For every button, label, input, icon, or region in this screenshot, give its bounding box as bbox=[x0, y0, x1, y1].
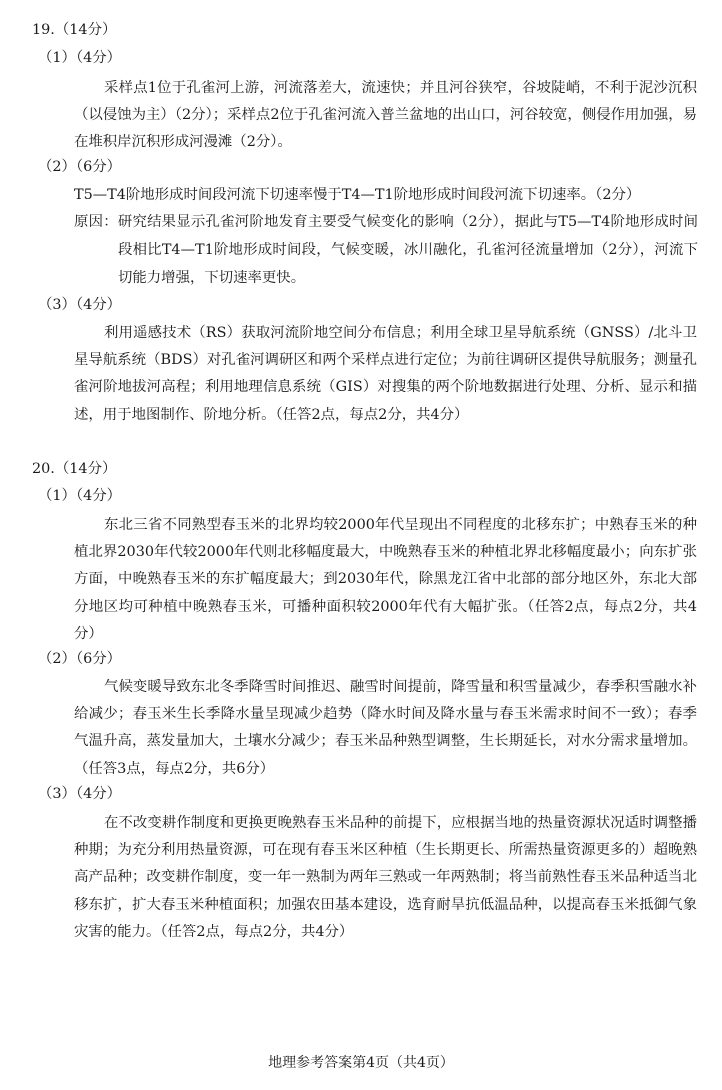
q19-part2-reason bbox=[74, 208, 698, 292]
q20-part3-text: 在不改变耕作制度和更换更晚熟春玉米品种的前提下，应根据当地的热量资源状况适时调整播种期；为充分利用热量资源，可在现有春玉米区种植（生长期更长、所需热量资源更多的）超晚熟高产品种；改变耕作制度，变一年一熟制为两年三熟或一年两熟制；将当前熟性春玉米品种适当北移东扩，扩大春玉米种植面积；加强农田基本建设，选育耐旱抗低温品种，以提高春玉米抵御气象灾害的能力。（任答2点，每点2分，共4分） bbox=[74, 815, 697, 940]
page-footer: 地理参考答案第4页（共4页） bbox=[268, 1055, 454, 1071]
q20-part3-heading: （3）（4分） bbox=[38, 786, 122, 802]
q19-part1-heading: （1）（4分） bbox=[38, 50, 122, 66]
q19-part3-heading: （3）（4分） bbox=[38, 297, 122, 313]
q19-part2-heading: （2）（6分） bbox=[38, 159, 122, 175]
q19-part1-text: 采样点1位于孔雀河上游，河流落差大，流速快；并且河谷狭窄，谷坡陡峭，不利于泥沙沉积（以侵蚀为主）（2分）；采样点2位于孔雀河流入普兰盆地的出山口，河谷较宽，侧侵作用加强，易在堆积岸沉积形成河漫滩（2分）。 bbox=[74, 80, 697, 151]
question-19-title: 19.（14分） bbox=[32, 22, 117, 38]
reason-label: 原因： bbox=[74, 214, 118, 230]
q20-part1-heading: （1）（4分） bbox=[38, 488, 122, 504]
q19-part3-text: 利用遥感技术（RS）获取河流阶地空间分布信息；利用全球卫星导航系统（GNSS）/北斗卫星导航系统（BDS）对孔雀河调研区和两个采样点进行定位；为前往调研区提供导航服务；测量孔雀河阶地拔河高程；利用地理信息系统（GIS）对搜集的两个阶地数据进行处理、分析、显示和描述，用于地图制作、阶地分析。（任答2点，每点2分，共4分） bbox=[74, 325, 697, 423]
reason-text: 研究结果显示孔雀河阶地发育主要受气候变化的影响（2分），据此与T5—T4阶地形成时间段相比T4—T1阶地形成时间段，气候变暖，冰川融化，孔雀河径流量增加（2分），河流下切能力增强，下切速率更快。 bbox=[117, 214, 698, 286]
q19-part2-statement: T5—T4阶地形成时间段河流下切速率慢于T4—T1阶地形成时间段河流下切速率。（2分） bbox=[74, 187, 641, 203]
q20-part2-text: 气候变暖导致东北冬季降雪时间推迟、融雪时间提前，降雪量和积雪量减少，春季积雪融水补给减少；春玉米生长季降水量呈现减少趋势（降水时间及降水量与春玉米需求时间不一致）；春季气温升高，蒸发量加大，土壤水分减少；春玉米品种熟型调整，生长期延长，对水分需求量增加。（任答3点，每点2分，共6分） bbox=[74, 679, 697, 777]
question-20-title: 20.（14分） bbox=[32, 461, 117, 477]
q20-part2-heading: （2）（6分） bbox=[38, 651, 122, 667]
q20-part1-text: 东北三省不同熟型春玉米的北界均较2000年代呈现出不同程度的北移东扩；中熟春玉米的种植北界2030年代较2000年代则北移幅度最大，中晚熟春玉米的种植北界北移幅度最小；向东扩张方面，中晚熟春玉米的东扩幅度最大；到2030年代，除黑龙江省中北部的部分地区外，东北大部分地区均可种植中晚熟春玉米，可播种面积较2000年代有大幅扩张。（任答2点，每点2分，共4分） bbox=[74, 517, 697, 642]
